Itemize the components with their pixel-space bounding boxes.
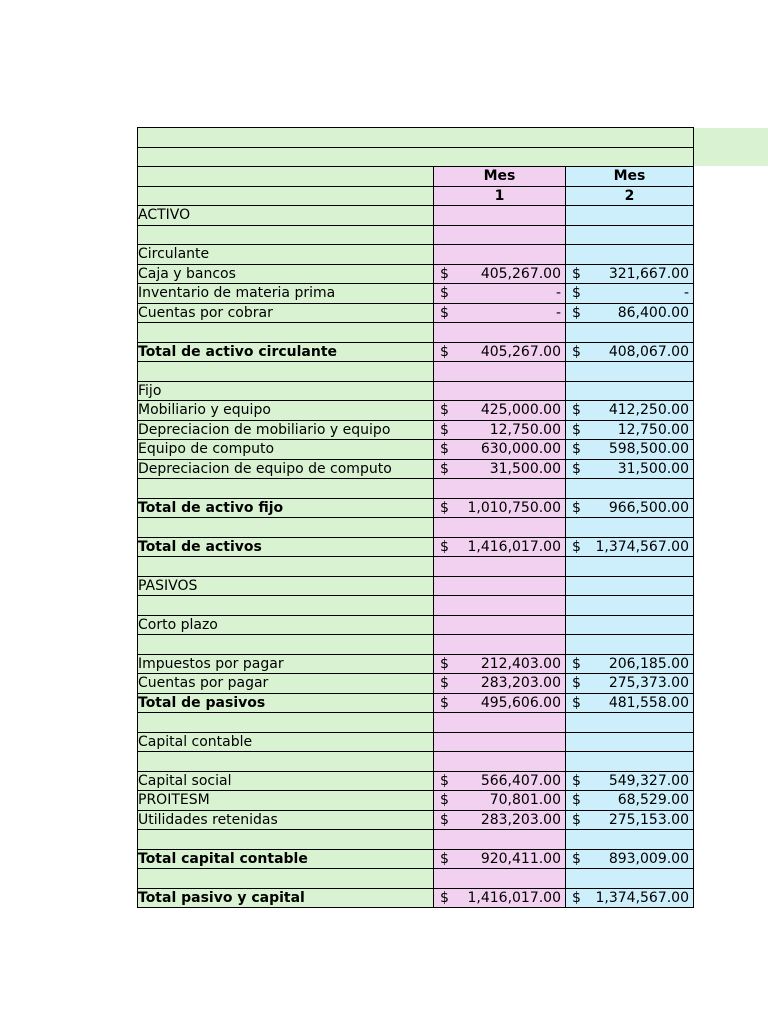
table-row	[138, 615, 694, 635]
month-1-value-cell[interactable]	[434, 596, 566, 616]
month-2-value-cell[interactable]	[566, 498, 694, 518]
row-label[interactable]	[138, 713, 434, 733]
table-row	[138, 537, 694, 557]
table-row	[138, 264, 694, 284]
currency-symbol: $	[572, 811, 581, 828]
month-1-value-cell[interactable]	[434, 810, 566, 830]
amount-value: 86,400.00	[617, 304, 689, 321]
month-2-value-cell[interactable]	[566, 576, 694, 596]
amount-value: 1,374,567.00	[595, 538, 689, 555]
month-1-value-cell[interactable]	[434, 771, 566, 791]
month-1-value-cell[interactable]	[434, 479, 566, 499]
row-label[interactable]: Capital social	[138, 771, 434, 791]
month-2-value-cell[interactable]	[566, 264, 694, 284]
month-1-value-cell[interactable]	[434, 440, 566, 460]
table-row	[138, 791, 694, 811]
amount-value: 549,327.00	[608, 772, 689, 789]
month-2-value-cell[interactable]	[566, 479, 694, 499]
amount-value: 212,403.00	[480, 655, 561, 672]
currency-symbol: $	[572, 655, 581, 672]
month-1-value-cell[interactable]	[434, 401, 566, 421]
month-2-value-cell[interactable]	[566, 693, 694, 713]
month-2-value-cell[interactable]	[566, 869, 694, 889]
row-label[interactable]: Depreciacion de equipo de computo	[138, 459, 434, 479]
amount-value: -	[555, 304, 561, 321]
currency-symbol: $	[440, 304, 449, 321]
month-1-value-cell[interactable]	[434, 830, 566, 850]
month-1-value-cell[interactable]	[434, 888, 566, 908]
currency-symbol: $	[440, 675, 449, 692]
row-label[interactable]: Impuestos por pagar	[138, 654, 434, 674]
month-2-value-cell[interactable]	[566, 284, 694, 304]
row-label[interactable]: Fijo	[138, 381, 434, 401]
header-label-cell[interactable]	[138, 167, 434, 187]
currency-symbol: $	[572, 304, 581, 321]
currency-symbol: $	[440, 694, 449, 711]
table-row	[138, 362, 694, 382]
currency-symbol: $	[572, 772, 581, 789]
month-1-value-cell[interactable]	[434, 420, 566, 440]
table-row	[138, 557, 694, 577]
row-label[interactable]: Total de activo fijo	[138, 498, 434, 518]
row-label[interactable]: Mobiliario y equipo	[138, 401, 434, 421]
month-1-value-cell[interactable]	[434, 342, 566, 362]
currency-symbol: $	[440, 655, 449, 672]
row-label[interactable]: Cuentas por cobrar	[138, 303, 434, 323]
currency-symbol: $	[572, 694, 581, 711]
row-label[interactable]: Cuentas por pagar	[138, 674, 434, 694]
row-label[interactable]	[138, 635, 434, 655]
month-2-value-cell[interactable]	[566, 518, 694, 538]
month-1-value-cell[interactable]	[434, 791, 566, 811]
amount-value: 412,250.00	[608, 402, 689, 419]
month-2-value-cell[interactable]	[566, 440, 694, 460]
amount-value: 1,374,567.00	[595, 889, 689, 906]
currency-symbol: $	[440, 811, 449, 828]
balance-sheet-table	[137, 127, 694, 908]
month-2-value-cell[interactable]	[566, 654, 694, 674]
row-label[interactable]: Total pasivo y capital	[138, 888, 434, 908]
row-label[interactable]: Equipo de computo	[138, 440, 434, 460]
currency-symbol: $	[440, 441, 449, 458]
currency-symbol: $	[572, 675, 581, 692]
row-label[interactable]: PROITESM	[138, 791, 434, 811]
row-label[interactable]	[138, 362, 434, 382]
row-label[interactable]	[138, 479, 434, 499]
month-1-value-cell[interactable]	[434, 557, 566, 577]
amount-value: 283,203.00	[480, 675, 561, 692]
amount-value: 495,606.00	[480, 694, 561, 711]
row-label[interactable]: Corto plazo	[138, 615, 434, 635]
month-2-value-cell[interactable]	[566, 323, 694, 343]
header-row-1	[138, 167, 694, 187]
row-label[interactable]	[138, 323, 434, 343]
row-label[interactable]: Utilidades retenidas	[138, 810, 434, 830]
month-1-value-cell[interactable]	[434, 206, 566, 226]
subtitle-cell[interactable]	[138, 147, 694, 167]
currency-symbol: $	[572, 538, 581, 555]
currency-symbol: $	[440, 343, 449, 360]
row-label[interactable]: Total de activo circulante	[138, 342, 434, 362]
amount-value: 408,067.00	[608, 343, 689, 360]
table-row	[138, 752, 694, 772]
row-label[interactable]	[138, 869, 434, 889]
amount-value: 31,500.00	[489, 460, 561, 477]
month-2-value-cell[interactable]	[566, 830, 694, 850]
month-1-value-cell[interactable]	[434, 498, 566, 518]
row-label[interactable]	[138, 752, 434, 772]
table-row	[138, 518, 694, 538]
table-row	[138, 479, 694, 499]
month-1-value-cell[interactable]	[434, 459, 566, 479]
currency-symbol: $	[440, 792, 449, 809]
amount-value: 1,416,017.00	[467, 538, 561, 555]
amount-value: 31,500.00	[617, 460, 689, 477]
row-label[interactable]: Caja y bancos	[138, 264, 434, 284]
month-2-value-cell[interactable]	[566, 206, 694, 226]
currency-symbol: $	[572, 889, 581, 906]
amount-value: 566,407.00	[480, 772, 561, 789]
table-row	[138, 284, 694, 304]
currency-symbol: $	[572, 421, 581, 438]
currency-symbol: $	[440, 285, 449, 302]
month-2-value-cell[interactable]	[566, 674, 694, 694]
currency-symbol: $	[440, 265, 449, 282]
month-1-value-cell[interactable]	[434, 654, 566, 674]
amount-value: -	[555, 285, 561, 302]
currency-symbol: $	[572, 265, 581, 282]
amount-value: 275,153.00	[608, 811, 689, 828]
currency-symbol: $	[572, 499, 581, 516]
currency-symbol: $	[440, 538, 449, 555]
amount-value: 283,203.00	[480, 811, 561, 828]
amount-value: 920,411.00	[480, 850, 561, 867]
table-row	[138, 869, 694, 889]
row-label[interactable]	[138, 225, 434, 245]
table-row	[138, 206, 694, 226]
month-2-value-cell[interactable]	[566, 537, 694, 557]
currency-symbol: $	[440, 850, 449, 867]
month-2-value-cell[interactable]	[566, 791, 694, 811]
header-mes-2[interactable]: Mes	[566, 167, 694, 187]
month-2-value-cell[interactable]	[566, 810, 694, 830]
table-row	[138, 420, 694, 440]
table-row	[138, 440, 694, 460]
month-1-value-cell[interactable]	[434, 518, 566, 538]
month-2-value-cell[interactable]	[566, 888, 694, 908]
amount-value: 321,667.00	[608, 265, 689, 282]
amount-value: 12,750.00	[617, 421, 689, 438]
currency-symbol: $	[572, 460, 581, 477]
month-1-value-cell[interactable]	[434, 674, 566, 694]
row-label[interactable]: Depreciacion de mobiliario y equipo	[138, 420, 434, 440]
amount-value: 598,500.00	[608, 441, 689, 458]
currency-symbol: $	[572, 343, 581, 360]
row-label[interactable]: Total de activos	[138, 537, 434, 557]
row-label[interactable]: Inventario de materia prima	[138, 284, 434, 304]
table-row	[138, 342, 694, 362]
month-2-value-cell[interactable]	[566, 557, 694, 577]
table-row	[138, 810, 694, 830]
currency-symbol: $	[440, 772, 449, 789]
table-row	[138, 225, 694, 245]
amount-value: 206,185.00	[608, 655, 689, 672]
table-row	[138, 713, 694, 733]
table-row	[138, 849, 694, 869]
table-row	[138, 303, 694, 323]
currency-symbol: $	[572, 441, 581, 458]
amount-value: 405,267.00	[480, 265, 561, 282]
table-row	[138, 635, 694, 655]
amount-value: 1,416,017.00	[467, 889, 561, 906]
row-label[interactable]	[138, 596, 434, 616]
table-row	[138, 381, 694, 401]
month-2-value-cell[interactable]	[566, 381, 694, 401]
month-1-value-cell[interactable]	[434, 713, 566, 733]
month-1-value-cell[interactable]	[434, 869, 566, 889]
amount-value: 481,558.00	[608, 694, 689, 711]
month-1-value-cell[interactable]	[434, 381, 566, 401]
amount-value: 893,009.00	[608, 850, 689, 867]
month-2-value-cell[interactable]	[566, 225, 694, 245]
month-2-value-cell[interactable]	[566, 752, 694, 772]
table-row	[138, 693, 694, 713]
title-cell[interactable]	[138, 128, 694, 148]
table-row	[138, 888, 694, 908]
amount-value: 630,000.00	[480, 441, 561, 458]
month-2-value-cell[interactable]	[566, 342, 694, 362]
month-1-value-cell[interactable]	[434, 732, 566, 752]
amount-value: 966,500.00	[608, 499, 689, 516]
currency-symbol: $	[440, 460, 449, 477]
month-2-value-cell[interactable]	[566, 459, 694, 479]
month-1-value-cell[interactable]	[434, 576, 566, 596]
month-2-value-cell[interactable]	[566, 635, 694, 655]
month-1-value-cell[interactable]	[434, 537, 566, 557]
amount-value: 70,801.00	[489, 792, 561, 809]
table-row	[138, 498, 694, 518]
table-row	[138, 576, 694, 596]
title-row	[138, 128, 694, 148]
amount-value: 405,267.00	[480, 343, 561, 360]
currency-symbol: $	[572, 285, 581, 302]
month-2-value-cell[interactable]	[566, 596, 694, 616]
table-row	[138, 245, 694, 265]
month-2-value-cell[interactable]	[566, 849, 694, 869]
month-1-value-cell[interactable]	[434, 303, 566, 323]
month-1-value-cell[interactable]	[434, 849, 566, 869]
month-2-value-cell[interactable]	[566, 401, 694, 421]
currency-symbol: $	[572, 792, 581, 809]
table-row	[138, 830, 694, 850]
side-fill-strip	[694, 128, 768, 166]
header-mes-1[interactable]: Mes	[434, 167, 566, 187]
currency-symbol: $	[572, 850, 581, 867]
month-1-value-cell[interactable]	[434, 225, 566, 245]
row-label[interactable]: Circulante	[138, 245, 434, 265]
amount-value: 12,750.00	[489, 421, 561, 438]
month-1-value-cell[interactable]	[434, 245, 566, 265]
currency-symbol: $	[440, 402, 449, 419]
table-row	[138, 323, 694, 343]
month-2-value-cell[interactable]	[566, 362, 694, 382]
row-label[interactable]: PASIVOS	[138, 576, 434, 596]
amount-value: 425,000.00	[480, 402, 561, 419]
amount-value: -	[683, 285, 689, 302]
month-1-value-cell[interactable]	[434, 362, 566, 382]
month-2-value-cell[interactable]	[566, 420, 694, 440]
row-label[interactable]: ACTIVO	[138, 206, 434, 226]
table-row	[138, 732, 694, 752]
amount-value: 1,010,750.00	[467, 499, 561, 516]
month-1-value-cell[interactable]	[434, 752, 566, 772]
month-2-value-cell[interactable]	[566, 615, 694, 635]
row-label[interactable]: Total capital contable	[138, 849, 434, 869]
amount-value: 68,529.00	[617, 792, 689, 809]
month-1-value-cell[interactable]	[434, 635, 566, 655]
month-2-value-cell[interactable]	[566, 771, 694, 791]
currency-symbol: $	[440, 421, 449, 438]
row-label[interactable]: Total de pasivos	[138, 693, 434, 713]
month-2-value-cell[interactable]	[566, 713, 694, 733]
table-row	[138, 771, 694, 791]
header-row-2	[138, 186, 694, 206]
month-1-value-cell[interactable]	[434, 323, 566, 343]
amount-value: 275,373.00	[608, 675, 689, 692]
month-1-value-cell[interactable]	[434, 693, 566, 713]
table-row	[138, 674, 694, 694]
currency-symbol: $	[440, 499, 449, 516]
month-1-value-cell[interactable]	[434, 284, 566, 304]
currency-symbol: $	[572, 402, 581, 419]
month-2-value-cell[interactable]	[566, 303, 694, 323]
row-label[interactable]	[138, 518, 434, 538]
currency-symbol: $	[440, 889, 449, 906]
row-label[interactable]	[138, 557, 434, 577]
header-month-number-1[interactable]: 1	[434, 186, 566, 206]
header-label-cell[interactable]	[138, 186, 434, 206]
row-label[interactable]: Capital contable	[138, 732, 434, 752]
month-2-value-cell[interactable]	[566, 245, 694, 265]
month-2-value-cell[interactable]	[566, 732, 694, 752]
subtitle-row	[138, 147, 694, 167]
table-row	[138, 596, 694, 616]
month-1-value-cell[interactable]	[434, 264, 566, 284]
table-row	[138, 459, 694, 479]
table-row	[138, 654, 694, 674]
month-1-value-cell[interactable]	[434, 615, 566, 635]
table-row	[138, 401, 694, 421]
header-month-number-2[interactable]: 2	[566, 186, 694, 206]
row-label[interactable]	[138, 830, 434, 850]
